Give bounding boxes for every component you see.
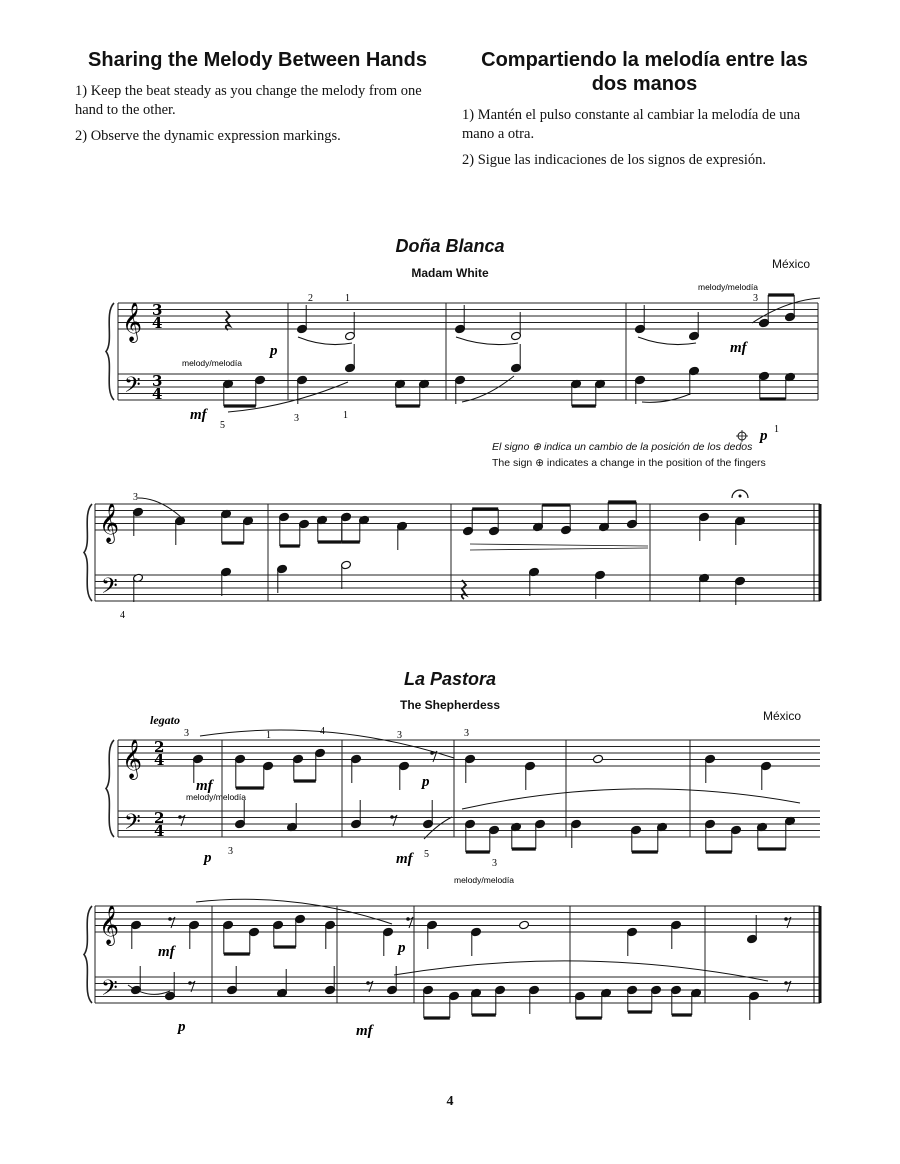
dynamic-marking: mf <box>730 340 747 356</box>
slur <box>642 394 690 402</box>
time-signature: 2 <box>154 809 165 827</box>
system-brace <box>106 303 114 400</box>
song-title-la-pastora: La Pastora <box>403 669 497 689</box>
fingering-number: 3 <box>184 728 189 739</box>
page-number: 4 <box>446 1094 454 1109</box>
sign-note-spanish: El signo ⊕ indica un cambio de la posición de los dedos <box>492 441 753 453</box>
sign-note-english: The sign ⊕ indicates a change in the position of the fingers <box>492 457 766 469</box>
dynamic-marking: p <box>760 428 768 444</box>
system-brace <box>84 906 92 1003</box>
fingering-number: 5 <box>424 849 429 860</box>
time-signature: 2 <box>154 738 165 756</box>
fingering-number: 2 <box>308 293 313 304</box>
hairpin <box>470 548 648 550</box>
time-signature: 4 <box>152 385 163 403</box>
fingering-number: 4 <box>120 610 125 621</box>
fingering-number: 3 <box>294 413 299 424</box>
half-note <box>519 920 530 930</box>
dynamic-marking: mf <box>396 851 413 867</box>
instruction-2-english: 2) Observe the dynamic expression markings. <box>75 128 341 144</box>
instruction-1-english: 1) Keep the beat steady as you change the melody from one hand to the other. <box>75 83 422 118</box>
fingering-number: 4 <box>320 726 325 737</box>
slur <box>456 337 518 345</box>
slur <box>298 337 352 345</box>
heading-spanish: Compartiendo la melodía entre las dos manos <box>481 49 808 95</box>
tempo-marking: legato <box>150 713 180 727</box>
dynamic-marking: p <box>270 343 278 359</box>
dynamic-marking: p <box>422 774 430 790</box>
system-brace <box>84 504 92 601</box>
fingering-number: 5 <box>220 420 225 431</box>
slur <box>462 376 514 402</box>
time-signature: 4 <box>154 751 165 769</box>
dynamic-marking: mf <box>356 1023 373 1039</box>
bass-clef-icon: 𝄢 <box>101 574 118 604</box>
melody-label: melody/melodía <box>698 282 759 292</box>
fingering-number: 1 <box>343 410 348 421</box>
fingering-number: 3 <box>753 293 758 304</box>
melody-label: melody/melodía <box>454 875 515 885</box>
treble-clef-icon: 𝄞 <box>99 905 120 945</box>
system-brace <box>106 740 114 837</box>
dynamic-marking: mf <box>196 778 213 794</box>
treble-clef-icon: 𝄞 <box>122 302 143 342</box>
bass-clef-icon: 𝄢 <box>101 976 118 1006</box>
song-subtitle-the-shepherdess: The Shepherdess <box>399 698 501 712</box>
dynamic-marking: p <box>398 940 406 956</box>
slur <box>638 337 696 345</box>
fingering-number: 1 <box>266 730 271 741</box>
slur <box>462 789 800 809</box>
dynamic-marking: mf <box>190 407 207 423</box>
half-note <box>593 754 604 764</box>
instruction-1-spanish: 1) Mantén el pulso constante al cambiar la melodía de una mano a otra. <box>462 107 801 142</box>
fingering-number: 1 <box>774 424 779 435</box>
treble-clef-icon: 𝄞 <box>99 503 120 543</box>
song-origin: México <box>763 709 802 723</box>
bass-clef-icon: 𝄢 <box>124 810 141 840</box>
fingering-number: 3 <box>464 728 469 739</box>
fingering-number: 1 <box>345 293 350 304</box>
slur <box>394 961 768 981</box>
slur <box>200 730 454 758</box>
quarter-rest <box>226 311 230 330</box>
fingering-number: 3 <box>228 846 233 857</box>
dynamic-marking: mf <box>158 944 175 960</box>
fermata-icon <box>739 495 742 498</box>
dynamic-marking: p <box>204 850 212 866</box>
time-signature: 3 <box>152 301 163 319</box>
melody-label: melody/melodía <box>182 358 243 368</box>
instruction-2-spanish: 2) Sigue las indicaciones de los signos de expresión. <box>462 152 767 168</box>
quarter-rest <box>462 580 466 599</box>
dynamic-marking: p <box>178 1019 186 1035</box>
song-subtitle-madam-white: Madam White <box>411 266 489 280</box>
fingering-number: 3 <box>397 730 402 741</box>
time-signature: 4 <box>154 822 165 840</box>
fingering-number: 3 <box>133 492 138 503</box>
slur <box>138 498 182 518</box>
heading-english: Sharing the Melody Between Hands <box>88 49 427 71</box>
hairpin <box>470 544 648 546</box>
time-signature: 3 <box>152 372 163 390</box>
melody-label: melody/melodía <box>186 792 247 802</box>
slur <box>196 899 392 924</box>
treble-clef-icon: 𝄞 <box>122 739 143 779</box>
time-signature: 4 <box>152 314 163 332</box>
song-origin: México <box>772 257 811 271</box>
song-title-dona-blanca: Doña Blanca <box>395 236 505 256</box>
fingering-number: 3 <box>492 858 497 869</box>
bass-clef-icon: 𝄢 <box>124 373 141 403</box>
